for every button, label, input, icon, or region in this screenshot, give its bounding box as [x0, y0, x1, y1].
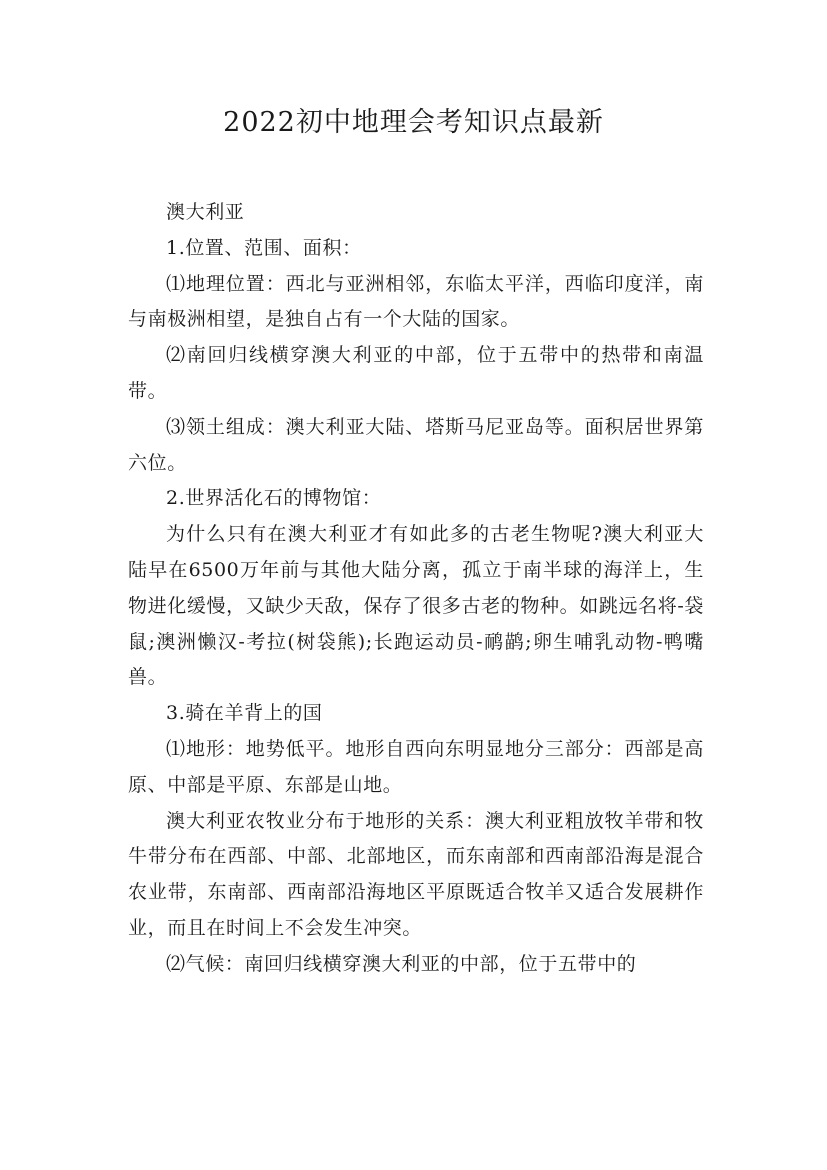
paragraph-terrain: ⑴地形：地势低平。地形自西向东明显地分三部分：西部是高原、中部是平原、东部是山地。 — [128, 737, 704, 796]
paragraph-territory: ⑶领土组成：澳大利亚大陆、塔斯马尼亚岛等。面积居世界第六位。 — [128, 415, 704, 474]
paragraph-ancient-species: 为什么只有在澳大利亚才有如此多的古老生物呢?澳大利亚大陆早在6500万年前与其他大陆分离，孤立于南半球的海洋上，生物进化缓慢，又缺少天敌，保存了很多古老的物种。如跳远名将-袋鼠;澳洲懒汉-考拉(树袋熊);长跑运动员-鸸鹋;卵生哺乳动物-鸭嘴兽。 — [128, 523, 704, 689]
paragraph-tropic-line: ⑵南回归线横穿澳大利亚的中部，位于五带中的热带和南温带。 — [128, 344, 704, 402]
paragraph-location: ⑴地理位置：西北与亚洲相邻，东临太平洋，西临印度洋，南与南极洲相望，是独自占有一个大陆的国家。 — [128, 272, 704, 331]
paragraph-section-1-heading: 1.位置、范围、面积： — [166, 236, 362, 259]
document-title: 2022初中地理会考知识点最新 — [223, 107, 604, 138]
document-body — [128, 195, 704, 983]
paragraph-heading-australia: 澳大利亚 — [166, 201, 245, 223]
paragraph-climate: ⑵气候：南回归线横穿澳大利亚的中部，位于五带中的 — [166, 952, 637, 975]
paragraph-section-2-heading: 2.世界活化石的博物馆： — [166, 487, 382, 510]
paragraph-section-3-heading: 3.骑在羊背上的国 — [166, 702, 323, 725]
paragraph-agriculture: 澳大利亚农牧业分布于地形的关系：澳大利亚粗放牧羊带和牧牛带分布在西部、中部、北部地区，而东南部和西南部沿海是混合农业带，东南部、西南部沿海地区平原既适合牧羊又适合发展耕作业，而且在时间上不会发生冲突。 — [128, 809, 704, 939]
